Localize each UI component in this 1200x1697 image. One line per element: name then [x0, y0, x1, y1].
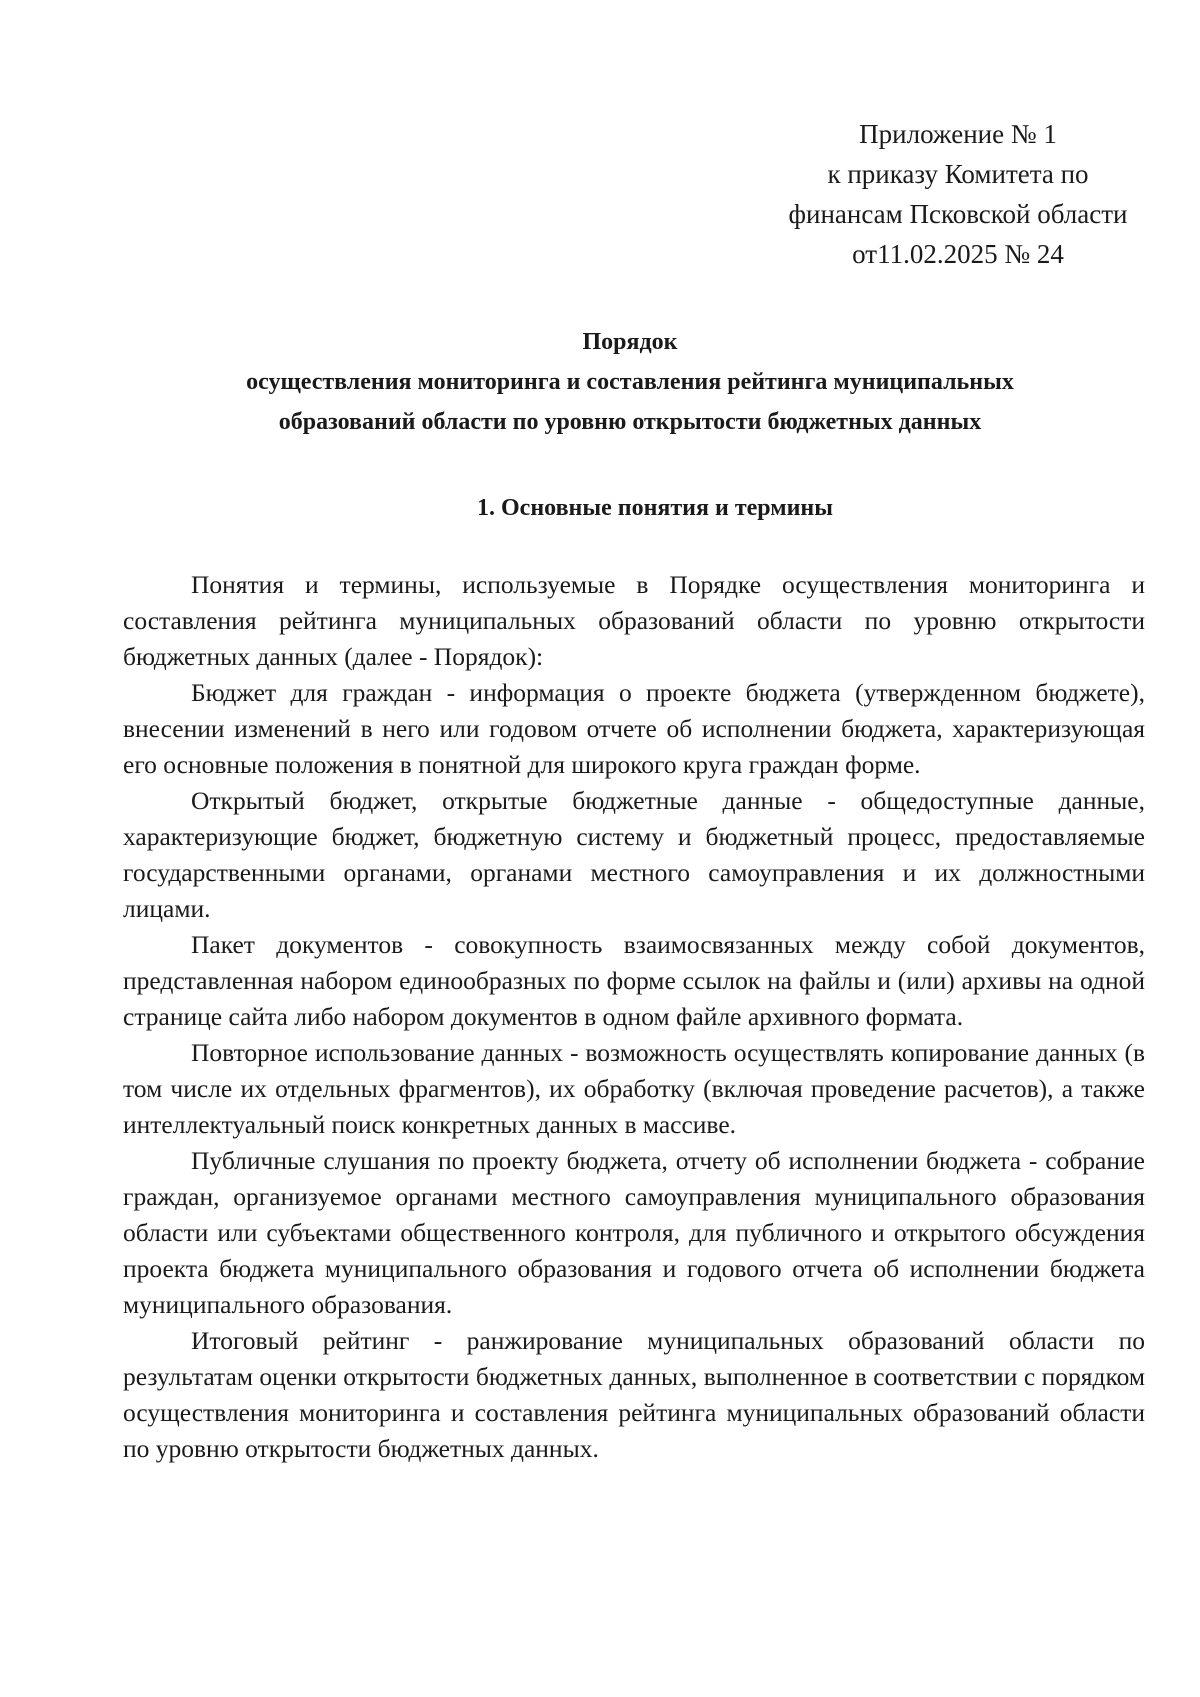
paragraph-intro: Понятия и термины, используемые в Порядке осуществления мониторинга и составления рейтинга муниципальных образований области по уровню открытости бюджетных данных (далее - Порядок): — [123, 570, 1145, 671]
document-title-line-2: осуществления мониторинга и составления рейтинга муниципальных — [246, 369, 1014, 395]
appendix-date: от11.02.2025 № 24 — [852, 239, 1064, 269]
section-1-body — [123, 567, 1145, 1467]
paragraph-document-package: Пакет документов - совокупность взаимосвязанных между собой документов, представленная набором единообразных по форме ссылок на файлы и (или) архивы на одной странице сайта либо набором документов в одном файле архивного формата. — [123, 930, 1145, 1031]
document-title-line-1: Порядок — [582, 329, 678, 355]
section-1-heading: 1. Основные понятия и термины — [477, 495, 833, 521]
appendix-order-ref: к приказу Комитета по — [827, 159, 1089, 189]
paragraph-budget-for-citizens: Бюджет для граждан - информация о проекте бюджета (утвержденном бюджете), внесении изменений в него или годовом отчете об исполнении бюджета, характеризующая его основные положения в понятной для широкого круга граждан форме. — [123, 678, 1145, 779]
document-title — [150, 322, 1110, 442]
document-title-line-3: образований области по уровню открытости бюджетных данных — [278, 409, 982, 435]
paragraph-data-reuse: Повторное использование данных - возможность осуществлять копирование данных (в том числе их отдельных фрагментов), их обработку (включая проведение расчетов), а также интеллектуальный поиск конкретных данных в массиве. — [123, 1038, 1145, 1139]
paragraph-final-rating: Итоговый рейтинг - ранжирование муниципальных образований области по результатам оценки открытости бюджетных данных, выполненное в соответствии с порядком осуществления мониторинга и составления рейтинга муниципальных образований области по уровню открытости бюджетных данных. — [123, 1326, 1145, 1463]
appendix-header — [748, 114, 1168, 274]
appendix-committee: финансам Псковской области — [788, 199, 1128, 229]
appendix-number: Приложение № 1 — [859, 119, 1057, 149]
paragraph-open-budget: Открытый бюджет, открытые бюджетные данные - общедоступные данные, характеризующие бюджет, бюджетную систему и бюджетный процесс, предоставляемые государственными органами, органами местного самоуправления и их должностными лицами. — [123, 786, 1145, 923]
paragraph-public-hearings: Публичные слушания по проекту бюджета, отчету об исполнении бюджета - собрание граждан, организуемое органами местного самоуправления муниципального образования области или субъектами общественного контроля, для публичного и открытого обсуждения проекта бюджета муниципального образования и годового отчета об исполнении бюджета муниципального образования. — [123, 1146, 1145, 1319]
